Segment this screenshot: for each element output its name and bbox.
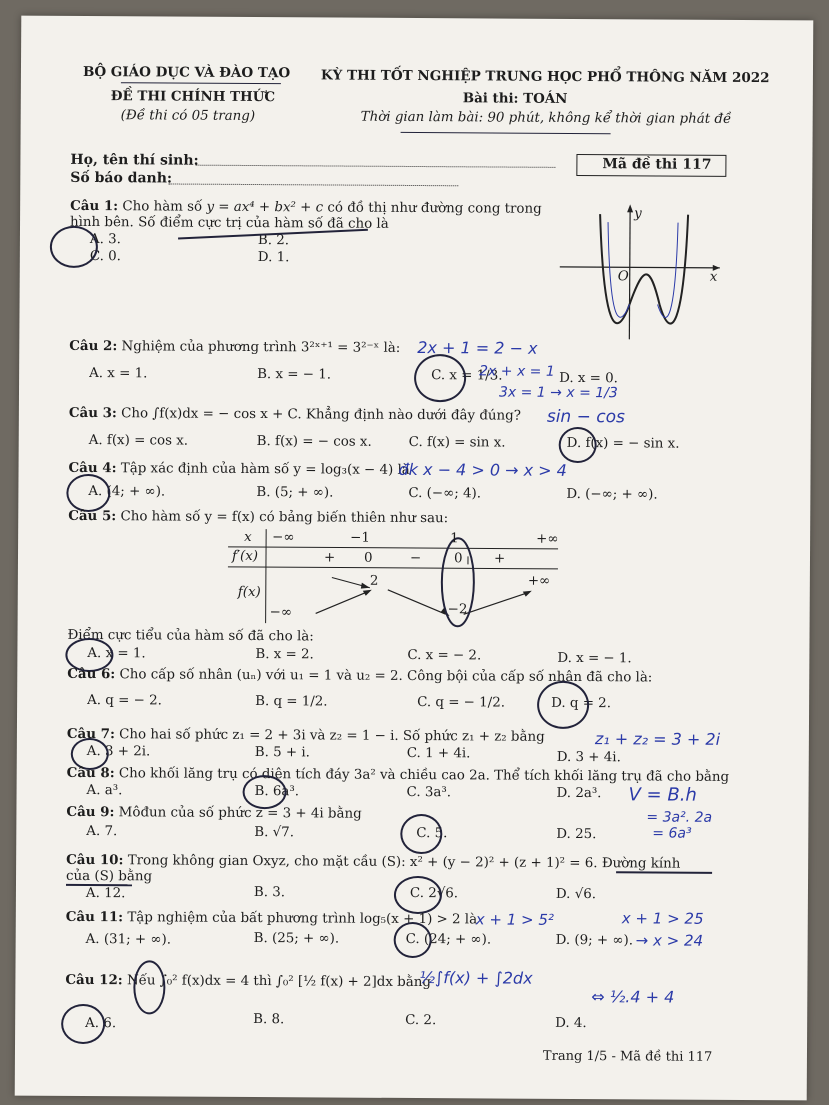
q7-option-c: C. 1 + 4i. [406,745,471,762]
q8-option-c: C. 3a³. [406,784,452,801]
q9-option-d: D. 25. [556,826,597,843]
q4-label: Câu 4: [68,459,117,477]
table-f-pos-inf: +∞ [527,573,551,589]
exam-code: Mã đề thi 117 [602,156,712,173]
q1-text-c: hình bên. Số điểm cực trị của hàm số đã cho là [69,214,389,232]
q11-option-b: B. (25; + ∞). [253,931,340,947]
q6-option-d: D. q = 2. [551,695,612,712]
q10-option-c: C. 2√6. [409,885,459,902]
table-x-neg-inf: −∞ [272,530,295,546]
q4-answer-circle [66,474,110,512]
q11-answer-circle [394,922,432,958]
graph-x-label: x [709,269,718,285]
table-f-neg-inf: −∞ [269,605,293,621]
q2-work-3: 3x = 1 → x = 1/3 [498,384,618,402]
q12-work-1: ½∫f(x) + ∫2dx [419,968,533,988]
table-x-pos-inf: +∞ [536,531,559,547]
q1-option-c: C. 0. [89,249,121,265]
exam-paper [15,16,814,1101]
q8-work-2: = 3a². 2a [646,809,713,826]
q9-option-b: B. √7. [254,825,295,841]
student-name-label: Họ, tên thí sinh: [70,151,199,169]
q11-option-a: A. (31; + ∞). [85,932,172,948]
q10-option-d: D. √6. [555,886,597,903]
q8-text: Cho khối lăng trụ có diện tích đáy 3a² và chiều cao 2a. Thể tích khối lăng trụ đã cho bằng [118,766,730,785]
q3-option-d: D. f(x) = − sin x. [566,435,680,452]
q7-option-d: D. 3 + 4i. [556,749,621,766]
q1-formula: y = ax⁴ + bx² + c [206,199,324,216]
page-count: (Đề thi có 05 trang) [120,108,256,125]
q8-work-3: = 6a³ [652,825,692,842]
graph-origin-label: O [617,269,629,285]
q2-answer-circle [414,354,466,402]
table-x-one: 1 [450,531,459,547]
q8-option-a: A. a³. [86,783,123,799]
table-x-label: x [244,529,252,546]
q12-text: Nếu ∫₀² f(x)dx = 4 thì ∫₀² [½ f(x) + 2]dx bằng [126,973,431,991]
q2-text: Nghiệm của phương trình 3²ˣ⁺¹ = 3²⁻ˣ là: [121,339,401,356]
q1-option-a: A. 3. [89,232,121,248]
q7-option-a: A. 3 + 2i. [86,744,151,760]
table-fprime-label: f′(x) [231,548,259,565]
q1-label: Câu 1: [70,197,119,215]
q5-option-a: A. x = 1. [87,646,146,662]
table-f-label: f(x) [237,584,261,601]
table-f-max: 2 [369,573,379,589]
q12-label: Câu 12: [65,971,123,989]
q2-work-2: 2x + x = 1 [479,363,555,380]
q5-question: Điểm cực tiểu của hàm số đã cho là: [67,627,314,645]
q12-option-c: C. 2. [405,1012,437,1029]
q1-option-d: D. 1. [257,250,290,266]
q11-work-2: x + 1 > 25 [621,909,704,928]
q1-answer-circle [50,226,98,268]
q3-answer-circle [559,427,597,463]
id-line [168,183,458,186]
q12-option-a: A. 6. [85,1016,117,1032]
q6-text: Cho cấp số nhân (uₙ) với u₁ = 1 và u₂ = 2. Công bội của cấp số nhân đã cho là: [119,667,653,686]
q5-text: Cho hàm số y = f(x) có bảng biến thiên như sau: [120,509,449,527]
q12-option-d: D. 4. [555,1015,587,1032]
q6-option-a: A. q = − 2. [87,693,162,709]
q11-option-d: D. (9; + ∞). [555,932,634,949]
q1-graph [559,204,720,340]
q5-label: Câu 5: [68,507,117,525]
exam-title: KỲ THI TỐT NGHIỆP TRUNG HỌC PHỔ THÔNG NĂM 2022 [320,67,770,87]
q8-label: Câu 8: [66,764,115,782]
q10-underline-1 [616,871,712,874]
q6-label: Câu 6: [67,665,116,683]
q9-option-c: C. 5. [416,826,448,842]
ministry-rule [121,82,281,84]
q12-answer-circle [61,1004,105,1044]
q10-underline-2 [66,884,132,886]
table-f-min: −2 [447,602,468,618]
q3-label: Câu 3: [68,404,117,422]
q5-option-c: C. x = − 2. [407,647,482,664]
q6-option-c: C. q = − 1/2. [417,695,506,711]
table-fprime-plus-2: + [493,551,506,567]
q5-option-b: B. x = 2. [255,647,314,663]
header-rule [401,132,611,134]
time-label: Thời gian làm bài: 90 phút, không kể thời gian phát đề [360,109,732,127]
q8-option-d: D. 2a³. [556,785,602,802]
q4-option-c: C. (−∞; 4). [408,485,482,502]
q9-text: Môđun của số phức z = 3 + 4i bằng [118,805,362,822]
q6-answer-circle [537,681,589,729]
q2-option-b: B. x = − 1. [257,367,332,383]
table-x-minus-one: −1 [350,530,370,546]
q3-option-a: A. f(x) = cos x. [88,433,189,449]
graph-y-label: y [634,206,642,222]
q1-text-a: Cho hàm số [122,199,203,215]
official-label: ĐỀ THI CHÍNH THỨC [110,88,276,106]
q4-option-b: B. (5; + ∞). [256,485,334,501]
page-footer: Trang 1/5 - Mã đề thi 117 [542,1048,713,1065]
q11-work-1: x + 1 > 5² [475,910,555,929]
q7-text: Cho hai số phức z₁ = 2 + 3i và z₂ = 1 − i. Số phức z₁ + z₂ bằng [119,727,545,745]
q12-option-b: B. 8. [253,1012,285,1028]
q11-text: Tập nghiệm của bất phương trình log₅(x + 1) > 2 là [127,910,478,928]
table-fprime-zero-1: 0 [363,550,373,566]
ministry-heading: BỘ GIÁO DỤC VÀ ĐÀO TẠO [82,63,291,82]
q3-text: Cho ∫f(x)dx = − cos x + C. Khẳng định nào dưới đây đúng? [121,406,521,424]
q11-label: Câu 11: [65,908,124,926]
q2-work-1: 2x + 1 = 2 − x [417,338,538,358]
q9-label: Câu 9: [66,803,115,821]
q11-work-3: → x > 24 [635,931,704,950]
table-fprime-plus-1: + [323,550,336,566]
q8-option-b: B. 6a³. [254,784,300,800]
q3-option-c: C. f(x) = sin x. [408,434,506,451]
q2-option-d: D. x = 0. [559,370,618,387]
table-fprime-zero-2: 0 [453,551,463,567]
q9-answer-circle [400,814,442,854]
q12-integral-circle [133,960,165,1014]
q10-text-a: Trong không gian Oxyz, cho mặt cầu (S): x² + (y − 2)² + (z + 1)² = 6. Đường kính [127,853,681,872]
table-fprime-minus: − [409,550,422,567]
q9-option-a: A. 7. [86,824,118,840]
q10-option-b: B. 3. [253,885,286,901]
q3-work: sin − cos [546,406,625,428]
q2-label: Câu 2: [69,337,118,355]
name-line [195,165,555,168]
q4-text: Tập xác định của hàm số y = log₃(x − 4) là [120,461,410,478]
q4-work: đk x − 4 > 0 → x > 4 [398,459,567,480]
q5-option-d: D. x = − 1. [557,650,632,667]
student-id-label: Số báo danh: [70,169,173,187]
q12-work-2: ⇔ ½.4 + 4 [591,987,675,1007]
q11-option-c: C. (24; + ∞). [405,931,492,948]
q4-option-a: A. (4; + ∞). [88,484,166,500]
q6-option-b: B. q = 1/2. [255,694,328,710]
q4-option-d: D. (−∞; + ∞). [566,486,658,503]
q2-option-a: A. x = 1. [89,366,148,382]
q7-option-b: B. 5 + i. [254,745,311,761]
q10-text-b: của (S) bằng [66,868,153,885]
q7-work: z₁ + z₂ = 3 + 2i [594,729,721,749]
q10-answer-circle [394,876,442,914]
subject-label: Bài thi: TOÁN [462,90,568,107]
q10-label: Câu 10: [66,851,124,869]
q1-text-b: có đồ thị như đường cong trong [327,200,542,217]
q3-option-b: B. f(x) = − cos x. [256,434,372,450]
q10-option-a: A. 12. [85,886,126,902]
q8-work-1: V = B.h [628,784,697,806]
q2-option-c: C. x = 1/3. [431,368,503,384]
q1-option-b: B. 2. [257,233,290,249]
q7-label: Câu 7: [66,725,115,743]
